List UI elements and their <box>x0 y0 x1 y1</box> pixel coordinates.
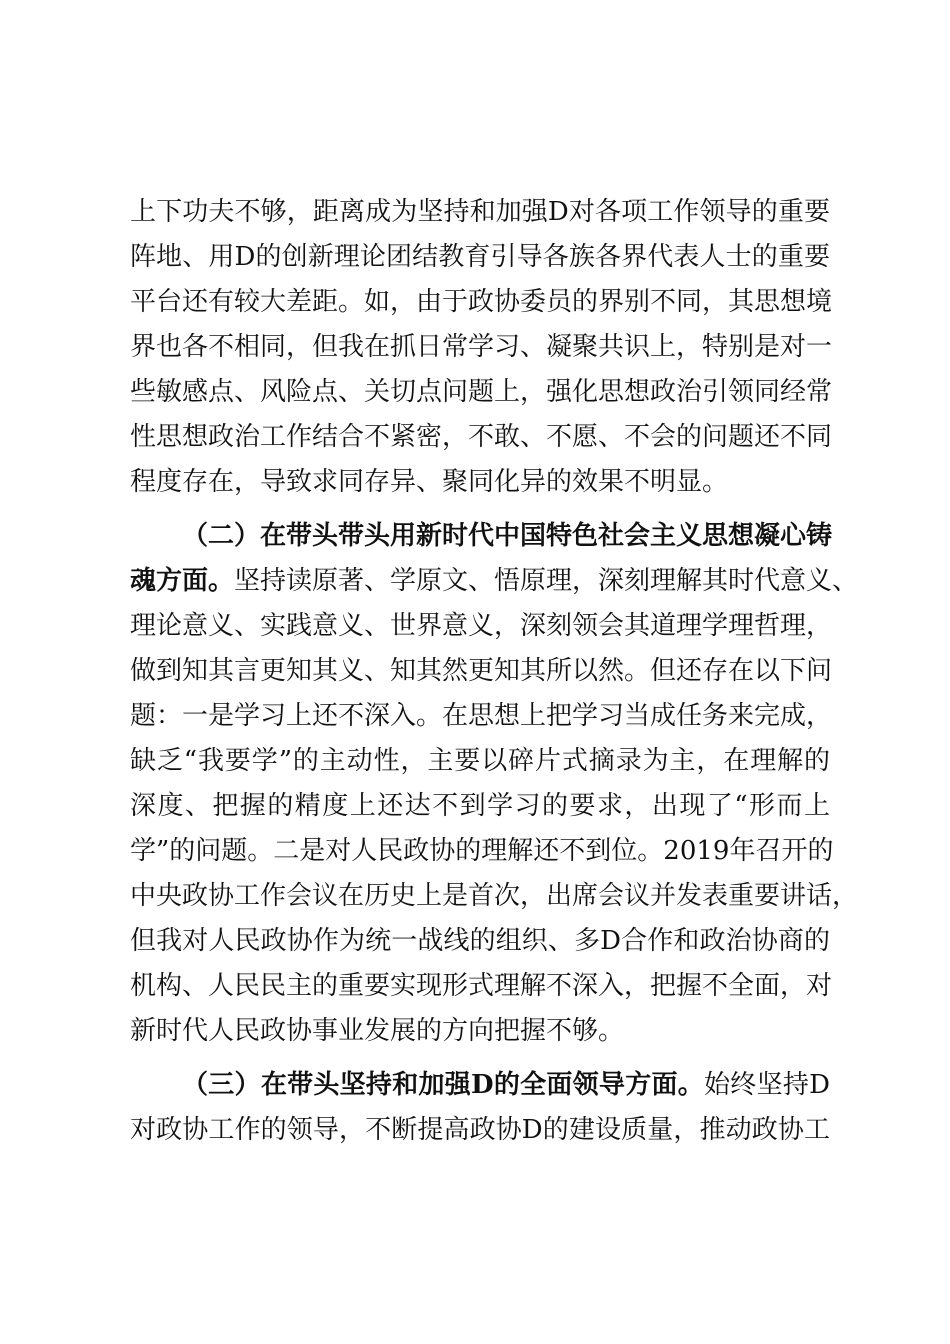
paragraph-1-line-3: 平台还有较大差距。如，由于政协委员的界别不同，其思想境 <box>130 287 833 317</box>
paragraph-1-line-6: 性思想政治工作结合不紧密，不敢、不愿、不会的问题还不同 <box>130 422 833 452</box>
paragraph-1-line-1: 上下功夫不够，距离成为坚持和加强D对各项工作领导的重要 <box>130 197 830 227</box>
paragraph-2-line-11: 机构、人民民主的重要实现形式理解不深入，把握不全面，对 <box>130 971 833 1001</box>
paragraph-3-heading: （三）在带头坚持和加强D的全面领导方面。 <box>182 1070 705 1100</box>
paragraph-1-line-7: 程度存在，导致求同存异、聚同化异的效果不明显。 <box>130 467 729 497</box>
paragraph-2-line-3: 理论意义、实践意义、世界意义，深刻领会其道理学理哲理， <box>130 611 833 641</box>
paragraph-1-line-4: 界也各不相同，但我在抓日常学习、凝聚共识上，特别是对一 <box>130 332 833 362</box>
paragraph-3-line-1-text: 始终坚持D <box>704 1070 830 1100</box>
paragraph-2-line-5: 题：一是学习上还不深入。在思想上把学习当成任务来完成， <box>130 701 833 731</box>
paragraph-2-line-4: 做到知其言更知其义、知其然更知其所以然。但还存在以下问 <box>130 656 833 686</box>
paragraph-2-line-2 <box>130 559 859 603</box>
paragraph-2-line-9: 中央政协工作会议在历史上是首次，出席会议并发表重要讲话， <box>130 881 859 911</box>
paragraph-1-line-5: 些敏感点、风险点、关切点问题上，强化思想政治引领同经常 <box>130 377 833 407</box>
paragraph-2-line-7: 深度、把握的精度上还达不到学习的要求，出现了“形而上 <box>130 791 830 821</box>
paragraph-2-line-6: 缺乏“我要学”的主动性，主要以碎片式摘录为主，在理解的 <box>130 746 830 776</box>
paragraph-2-line-10: 但我对人民政协作为统一战线的组织、多D合作和政治协商的 <box>130 926 830 956</box>
paragraph-2-heading-end: 魂方面。 <box>130 566 235 596</box>
paragraph-2-line-2-text: 坚持读原著、学原文、悟原理，深刻理解其时代意义、 <box>234 566 859 596</box>
paragraph-3-line-2: 对政协工作的领导，不断提高政协D的建设质量，推动政协工 <box>130 1115 830 1145</box>
paragraph-2-line-12: 新时代人民政协事业发展的方向把握不够。 <box>130 1016 625 1046</box>
paragraph-3-line-1 <box>182 1063 830 1107</box>
paragraph-1-line-2: 阵地、用D的创新理论团结教育引导各族各界代表人士的重要 <box>130 242 830 272</box>
paragraph-2-line-8: 学”的问题。二是对人民政协的理解还不到位。2019年召开的 <box>130 836 834 866</box>
paragraph-2-heading-line-1: （二）在带头带头用新时代中国特色社会主义思想凝心铸 <box>182 521 833 551</box>
